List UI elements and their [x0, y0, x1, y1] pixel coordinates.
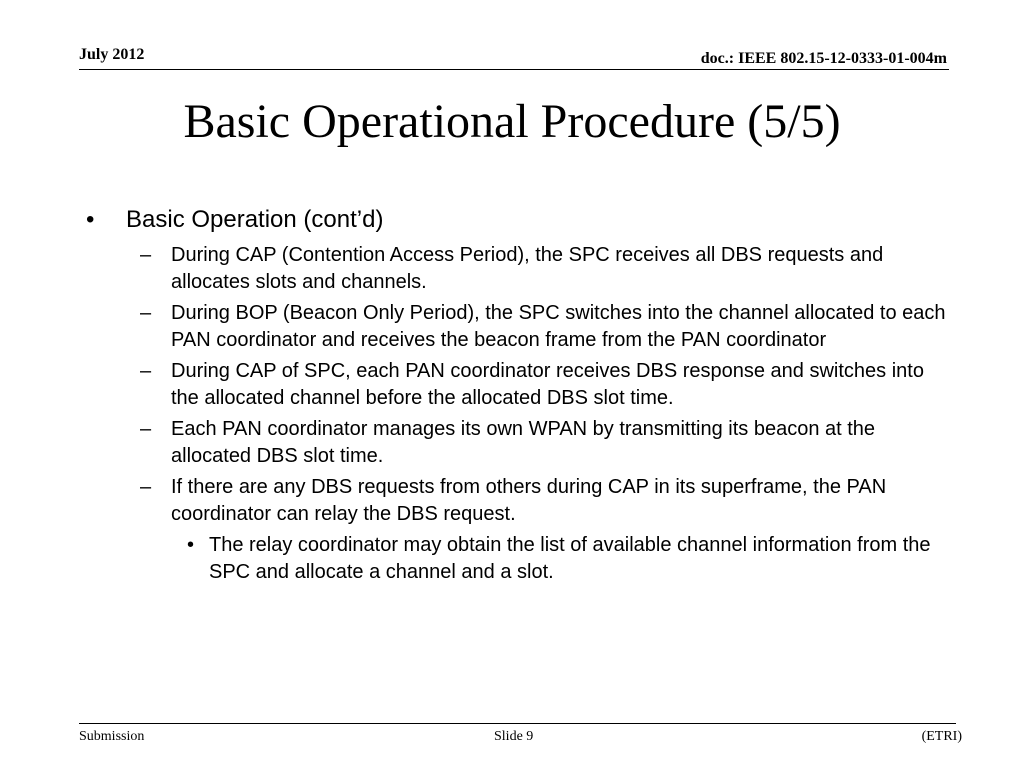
footer-slide-number: Slide 9 [494, 729, 534, 744]
dash-marker: – [140, 244, 152, 266]
sub-bullet-text: During BOP (Beacon Only Period), the SPC switches into the channel allocated to each PAN coordinator and receives the beacon frame from the PAN coordinator [171, 302, 946, 351]
sub-bullet-text: If there are any DBS requests from others during CAP in its superframe, the PAN coordinator can relay the DBS request. [171, 476, 887, 525]
header-date: July 2012 [79, 46, 145, 63]
sub-bullet-item [86, 300, 946, 354]
dash-marker: – [140, 360, 152, 382]
dash-marker: – [140, 418, 152, 440]
sub-sub-bullet-item [86, 532, 946, 586]
sub-sub-bullet-text: The relay coordinator may obtain the list of available channel information from the SPC and allocate a channel and a slot. [209, 534, 931, 583]
sub-bullet-text: During CAP of SPC, each PAN coordinator receives DBS response and switches into the allocated channel before the allocated DBS slot time. [171, 360, 924, 409]
dash-marker: – [140, 476, 152, 498]
sub-bullet-item [86, 358, 946, 412]
header-divider [79, 69, 949, 70]
dash-marker: – [140, 302, 152, 324]
sub-bullet-item [86, 474, 946, 528]
sub-bullet-item [86, 416, 946, 470]
footer-submission: Submission [79, 729, 145, 744]
sub-bullet-item [86, 242, 946, 296]
footer-organization: (ETRI) [921, 729, 962, 744]
slide-title: Basic Operational Procedure (5/5) [183, 95, 841, 148]
bullet-marker: • [187, 534, 195, 556]
header-document-id: doc.: IEEE 802.15-12-0333-01-004m [700, 50, 947, 67]
footer-divider [79, 723, 956, 724]
sub-bullet-text: Each PAN coordinator manages its own WPAN by transmitting its beacon at the allocated DBS slot time. [171, 418, 876, 467]
bullet-text: Basic Operation (cont’d) [126, 206, 384, 233]
slide-body [86, 202, 946, 586]
bullet-item [86, 202, 946, 238]
bullet-marker: • [86, 206, 95, 233]
sub-bullet-text: During CAP (Contention Access Period), the SPC receives all DBS requests and allocates slots and channels. [171, 244, 884, 293]
